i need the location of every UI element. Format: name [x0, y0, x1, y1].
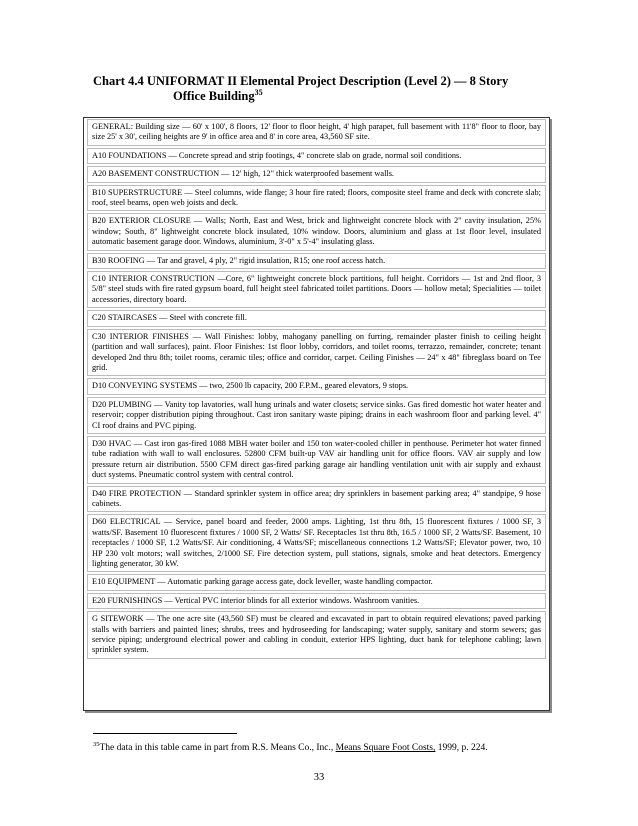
table-row-c30: C30 INTERIOR FINISHES — Wall Finishes: lobby, mahogany panelling on furring, remainder plaster finish to ceiling height (partition and wall surfaces), paint. Floor Finishes: 1st floor lobby, corridors, and toilet rooms, terrazzo, remainder, concrete; tenant developed 2nd thru 8th; toilet rooms, ceramic tiles; office and corridor, carpet. Ceiling Finishes — 24" x 48" fibreglass board on Tee grid. — [87, 329, 546, 377]
table-row-d10: D10 CONVEYING SYSTEMS — two, 2500 lb capacity, 200 F.P.M., geared elevators, 9 stops. — [87, 378, 546, 394]
table-row-c10: C10 INTERIOR CONSTRUCTION —Core, 6" lightweight concrete block partitions, full height. Corridors — 1st and 2nd floor, 3 5/8" steel studs with fire rated gypsum board, full height steel fabricated toilet partitions. Doors — hollow metal; Specialities — toilet accessories, directory board. — [87, 271, 546, 308]
table-row-e20: E20 FURNISHINGS — Vertical PVC interior blinds for all exterior windows. Washroom vanities. — [87, 593, 546, 609]
chart-title-line2 — [93, 89, 573, 104]
footnote-text-after: 1999, p. 224. — [435, 743, 488, 754]
chart-title-line2-text: Office Building — [173, 89, 255, 103]
table-row-general: GENERAL: Building size — 60' x 100', 8 floors, 12' floor to floor height, 4' high parapet, full basement with 11'8" floor to floor, bay size 25' x 30', ceiling heights are 9' in office area and 8' in core area, 43,560 SF site. — [87, 119, 546, 146]
footnote-text-before: The data in this table came in part from R.S. Means Co., Inc., — [99, 743, 336, 754]
project-description-table — [83, 117, 550, 711]
chart-title — [93, 74, 573, 104]
footnote — [93, 739, 488, 754]
table-row-d40: D40 FIRE PROTECTION — Standard sprinkler system in office area; dry sprinklers in basement parking area; 4" standpipe, 9 hose cabinets. — [87, 486, 546, 513]
footnote-number: 35 — [93, 741, 100, 748]
chart-title-line1: Chart 4.4 UNIFORMAT II Elemental Project Description (Level 2) — 8 Story — [93, 74, 509, 88]
footnote-ref: 35 — [254, 87, 263, 97]
table-row-d60: D60 ELECTRICAL — Service, panel board and feeder, 2000 amps. Lighting, 1st thru 8th, 15 fluorescent fixtures / 1000 SF, 3 watts/SF. Basement 10 fluorescent fixtures / 1000 SF, 2 Watts/ SF. Receptacles 1st thru 8th, 16.5 / 1000 SF, 2 Watts/SF. Basement, 10 receptacles / 1000 SF, 1.2 Watts/SF. Air conditioning, 4 Watts/SF; miscellaneous connections 1.2 Watts/SF; Elevator power, two, 10 HP 230 volt motors; wall switches, 2/1000 SF. Fire detection system, pull stations, signals, smoke and heat detectors. Emergency lighting generator, 30 kW. — [87, 514, 546, 572]
footnote-source: Means Square Foot Costs, — [335, 743, 436, 754]
page-number: 33 — [313, 772, 325, 783]
table-row-e10: E10 EQUIPMENT — Automatic parking garage access gate, dock leveller, waste handling compactor. — [87, 574, 546, 590]
table-row-d20: D20 PLUMBING — Vanity top lavatories, wall hung urinals and water closets; service sinks. Gas fired domestic hot water heater and reservoir; copper distribution piping throughout. Cast iron sanitary waste piping; drains in each washroom floor and parking level. 4" CI roof drains and PVC piping. — [87, 397, 546, 434]
table-row-g: G SITEWORK — The one acre site (43,560 SF) must be cleared and excavated in part to obtain required elevations; paved parking stalls with barriers and painted lines; shrubs, trees and hydroseeding for landscaping; water supply, sanitary and storm sewers; gas service piping; underground electrical power and cabling in conduit, exterior HPS lighting, duct bank for telephone cabling; lawn sprinkler system. — [87, 611, 546, 659]
table-row-c20: C20 STAIRCASES — Steel with concrete fill. — [87, 310, 546, 326]
table-row-b30: B30 ROOFING — Tar and gravel, 4 ply, 2" rigid insulation, R15; one roof access hatch. — [87, 253, 546, 269]
footnote-divider — [93, 733, 237, 734]
table-row-d30: D30 HVAC — Cast iron gas-fired 1088 MBH water boiler and 150 ton water-cooled chiller in penthouse. Perimeter hot water finned tube radiation with wall to wall enclosures. 52800 CFM built-up VAV air handling unit for office floors. VAV air supply and low pressure return air distribution. 5500 CFM direct gas-fired parking garage air handling ventilation unit with air supply and exhaust duct systems. Pneumatic control system with central control. — [87, 436, 546, 484]
table-row-b20: B20 EXTERIOR CLOSURE — Walls; North, East and West, brick and lightweight concrete block with 2" cavity insulation, 25% window; South, 8" lightweight concrete block insulated, 10% window. Doors, aluminium and glass at 1st floor level, insulated automatic basement garage door. Windows, aluminium, 3'-0" x 5'-4" insulating glass. — [87, 213, 546, 250]
table-row-a10: A10 FOUNDATIONS — Concrete spread and strip footings, 4" concrete slab on grade, normal soil conditions. — [87, 148, 546, 164]
table-row-a20: A20 BASEMENT CONSTRUCTION — 12' high, 12" thick waterproofed basement walls. — [87, 166, 546, 182]
table-row-b10: B10 SUPERSTRUCTURE — Steel columns, wide flange; 3 hour fire rated; floors, composite steel frame and deck with concrete slab; roof, steel beams, open web joists and deck. — [87, 185, 546, 212]
